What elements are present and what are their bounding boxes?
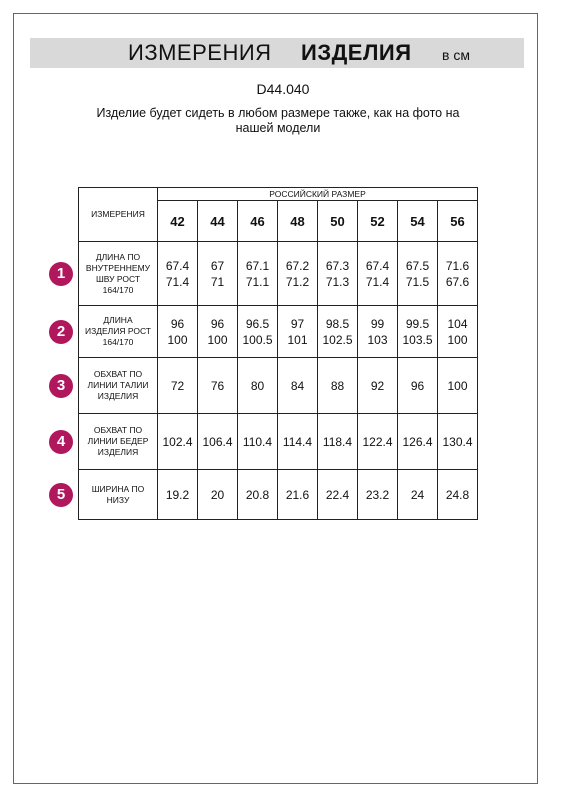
size-42: 42 xyxy=(158,201,198,242)
value-cell: 99 103 xyxy=(358,306,398,358)
value-cell: 67.1 71.1 xyxy=(238,242,278,306)
row-label: ОБХВАТ ПО ЛИНИИ ТАЛИИ ИЗДЕЛИЯ xyxy=(79,358,158,414)
value-cell: 67 71 xyxy=(198,242,238,306)
size-52: 52 xyxy=(358,201,398,242)
value-cell: 71.6 67.6 xyxy=(438,242,478,306)
value-cell: 67.3 71.3 xyxy=(318,242,358,306)
value-cell: 23.2 xyxy=(358,470,398,520)
value-cell: 96.5 100.5 xyxy=(238,306,278,358)
size-56: 56 xyxy=(438,201,478,242)
value-cell: 24 xyxy=(398,470,438,520)
table-row xyxy=(79,306,478,358)
size-table xyxy=(78,187,478,520)
row-number-badge: 2 xyxy=(49,320,73,344)
value-cell: 110.4 xyxy=(238,414,278,470)
value-cell: 102.4 xyxy=(158,414,198,470)
table-row xyxy=(79,414,478,470)
value-cell: 92 xyxy=(358,358,398,414)
value-cell: 72 xyxy=(158,358,198,414)
value-cell: 67.5 71.5 xyxy=(398,242,438,306)
value-cell: 76 xyxy=(198,358,238,414)
title-measurements: ИЗМЕРЕНИЯ xyxy=(128,40,272,65)
value-cell: 122.4 xyxy=(358,414,398,470)
article-code: D44.040 xyxy=(256,81,310,97)
value-cell: 126.4 xyxy=(398,414,438,470)
value-cell: 118.4 xyxy=(318,414,358,470)
size-50: 50 xyxy=(318,201,358,242)
value-cell: 22.4 xyxy=(318,470,358,520)
row-number-badge: 4 xyxy=(49,430,73,454)
title-bar xyxy=(30,38,524,68)
size-46: 46 xyxy=(238,201,278,242)
title-unit: в см xyxy=(442,47,470,63)
value-cell: 104 100 xyxy=(438,306,478,358)
value-cell: 80 xyxy=(238,358,278,414)
size-group-header: РОССИЙСКИЙ РАЗМЕР xyxy=(158,188,478,201)
value-cell: 88 xyxy=(318,358,358,414)
size-48: 48 xyxy=(278,201,318,242)
size-54: 54 xyxy=(398,201,438,242)
value-cell: 114.4 xyxy=(278,414,318,470)
value-cell: 100 xyxy=(438,358,478,414)
value-cell: 97 101 xyxy=(278,306,318,358)
value-cell: 96 xyxy=(398,358,438,414)
value-cell: 67.4 71.4 xyxy=(358,242,398,306)
row-label: ДЛИНА ИЗДЕЛИЯ РОСТ 164/170 xyxy=(79,306,158,358)
value-cell: 96 100 xyxy=(198,306,238,358)
value-cell: 19.2 xyxy=(158,470,198,520)
value-cell: 96 100 xyxy=(158,306,198,358)
size-44: 44 xyxy=(198,201,238,242)
table-row xyxy=(79,470,478,520)
value-cell: 20 xyxy=(198,470,238,520)
row-label: ОБХВАТ ПО ЛИНИИ БЕДЕР ИЗДЕЛИЯ xyxy=(79,414,158,470)
value-cell: 67.4 71.4 xyxy=(158,242,198,306)
fit-note: Изделие будет сидеть в любом размере также, как на фото на нашей модели xyxy=(96,106,460,135)
table-row xyxy=(79,358,478,414)
value-cell: 130.4 xyxy=(438,414,478,470)
row-number-badge: 5 xyxy=(49,483,73,507)
value-cell: 99.5 103.5 xyxy=(398,306,438,358)
value-cell: 20.8 xyxy=(238,470,278,520)
value-cell: 98.5 102.5 xyxy=(318,306,358,358)
measurements-header: ИЗМЕРЕНИЯ xyxy=(79,188,158,242)
row-label: ШИРИНА ПО НИЗУ xyxy=(79,470,158,520)
value-cell: 21.6 xyxy=(278,470,318,520)
value-cell: 67.2 71.2 xyxy=(278,242,318,306)
row-number-badge: 3 xyxy=(49,374,73,398)
value-cell: 24.8 xyxy=(438,470,478,520)
value-cell: 106.4 xyxy=(198,414,238,470)
row-number-badge: 1 xyxy=(49,262,73,286)
value-cell: 84 xyxy=(278,358,318,414)
table-row xyxy=(79,242,478,306)
title-product: ИЗДЕЛИЯ xyxy=(301,40,412,65)
row-label: ДЛИНА ПО ВНУТРЕННЕМУ ШВУ РОСТ 164/170 xyxy=(79,242,158,306)
